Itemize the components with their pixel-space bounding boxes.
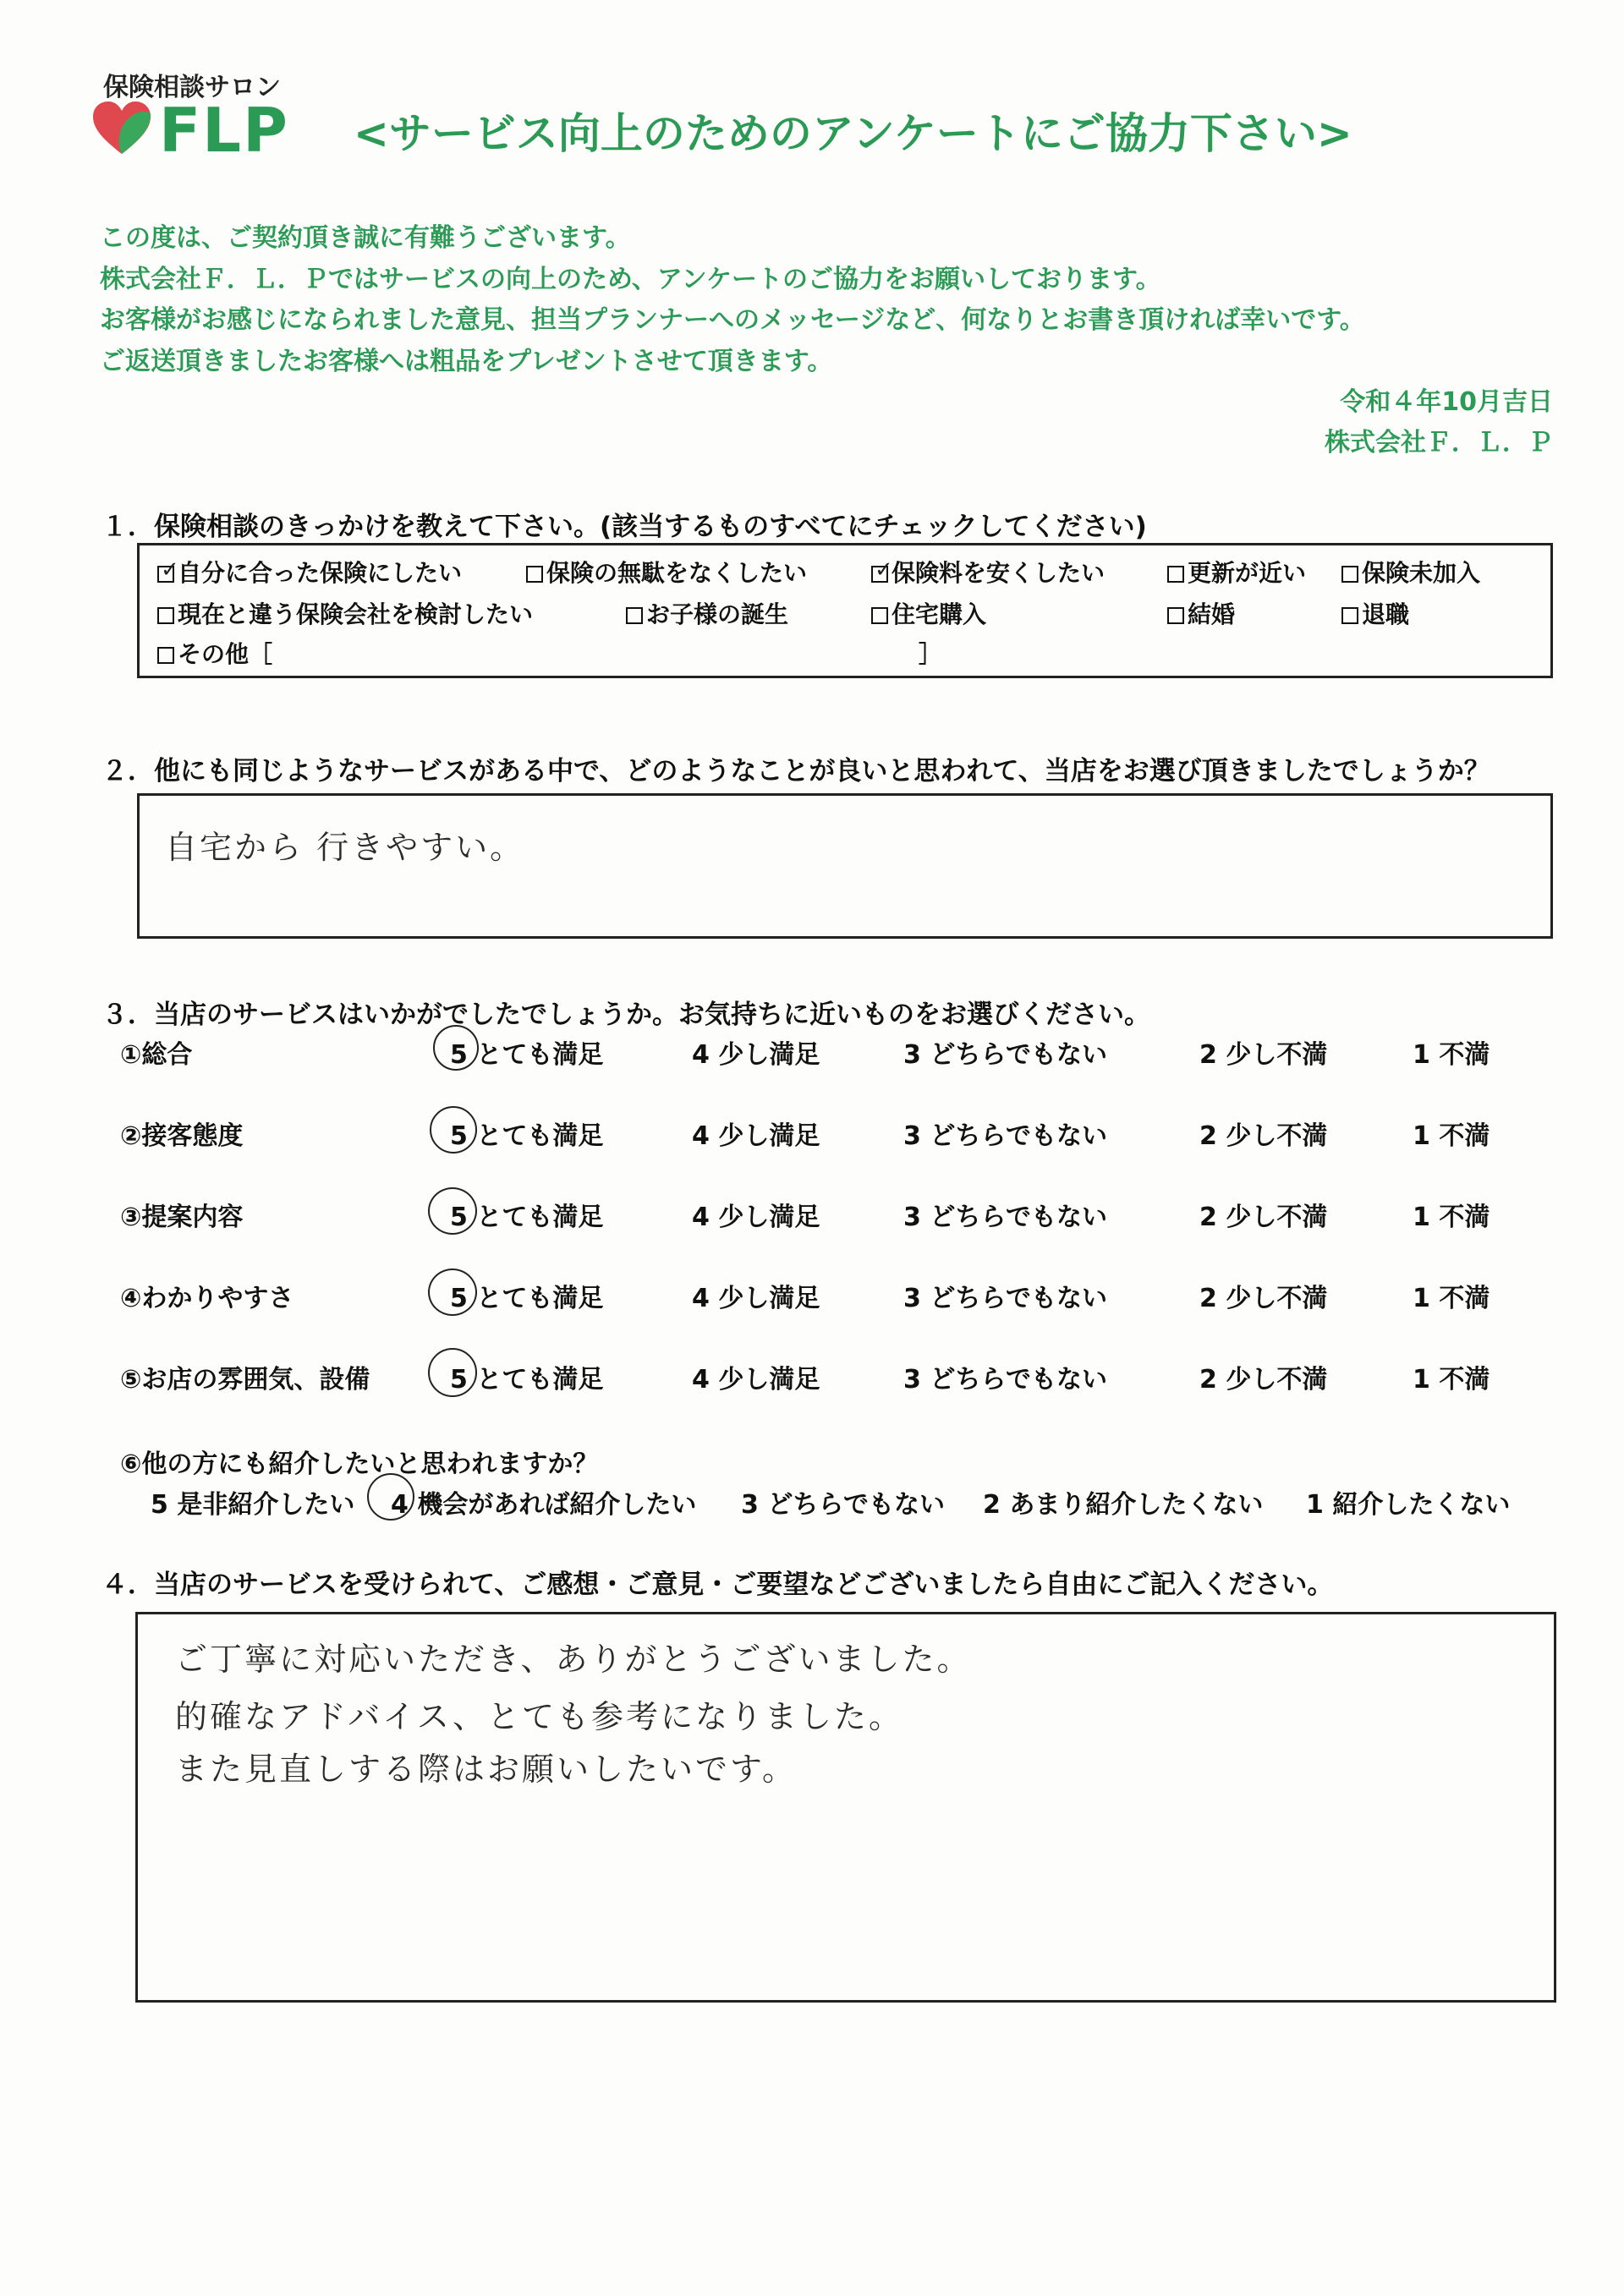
rating-option-4[interactable]: 4 少し満足 [692, 1203, 820, 1232]
rating-option-3[interactable]: 3 どちらでもない [903, 1365, 1108, 1395]
intro-line-3: お客様がお感じになられました意見、担当プランナーへのメッセージなど、何なりとお書き頂ければ幸いです。 [100, 305, 1365, 335]
company-name: 株式会社Ｆ．Ｌ．Ｐ [1325, 428, 1553, 458]
checkbox-icon[interactable] [1341, 607, 1358, 624]
q3-row-label: ⑤お店の雰囲気、設備 [120, 1365, 370, 1395]
check-mark-icon: ✓ [161, 557, 179, 583]
rating-option-1[interactable]: 1 不満 [1413, 1040, 1490, 1070]
rating-option-5[interactable]: 5 とても満足 [450, 1203, 604, 1232]
recommend-option-2[interactable]: 2 あまり紹介したくない [983, 1490, 1264, 1520]
q1-other-close-bracket: ］ [919, 640, 943, 668]
intro-line-2: 株式会社Ｆ．Ｌ．Ｐではサービスの向上のため、アンケートのご協力をお願いしております。 [100, 265, 1161, 294]
checkbox-icon[interactable] [626, 607, 643, 624]
q3-row-label: ④わかりやすさ [120, 1284, 294, 1313]
rating-option-5[interactable]: 5 とても満足 [450, 1121, 604, 1151]
q1-option-child-birth[interactable]: お子様の誕生 [626, 596, 788, 630]
q3-row-label: ③提案内容 [120, 1203, 244, 1232]
q4-handwritten-line-3: また見直しする際はお願いしたいです。 [175, 1751, 797, 1788]
q4-handwritten-line-1: ご丁寧に対応いただき、ありがとうございました。 [175, 1641, 972, 1678]
q1-option-waste[interactable]: 保険の無駄をなくしたい [526, 555, 807, 589]
rating-option-1[interactable]: 1 不満 [1413, 1121, 1490, 1151]
checkbox-icon[interactable] [871, 607, 888, 624]
rating-option-1[interactable]: 1 不満 [1413, 1284, 1490, 1313]
q2-answer-box[interactable] [137, 793, 1553, 939]
logo-subtitle: 保険相談サロン [103, 73, 281, 102]
checkbox-icon[interactable] [157, 647, 174, 664]
q3-row-label: ②接客態度 [120, 1121, 244, 1151]
rating-option-4[interactable]: 4 少し満足 [692, 1121, 820, 1151]
q2-heading: ２．他にも同じようなサービスがある中で、どのようなことが良いと思われて、当店をお選び頂きましたでしょうか？ [102, 756, 1490, 786]
q1-option-marriage[interactable]: 結婚 [1167, 596, 1235, 630]
rating-option-2[interactable]: 2 少し不満 [1199, 1203, 1328, 1232]
rating-option-5[interactable]: 5 とても満足 [450, 1040, 604, 1070]
q2-handwritten-answer: 自宅から 行きやすい。 [165, 829, 525, 866]
intro-line-1: この度は、ご契約頂き誠に有難うございます。 [100, 223, 631, 253]
checkbox-icon[interactable] [1167, 566, 1184, 583]
rating-option-1[interactable]: 1 不満 [1413, 1203, 1490, 1232]
survey-title: <サービス向上のためのアンケートにご協力下さい> [354, 109, 1352, 158]
heart-logo-icon [91, 100, 152, 156]
recommend-option-1[interactable]: 1 紹介したくない [1306, 1490, 1511, 1520]
rating-option-2[interactable]: 2 少し不満 [1199, 1121, 1328, 1151]
rating-option-5[interactable]: 5 とても満足 [450, 1284, 604, 1313]
q1-option-home-purchase[interactable]: 住宅購入 [871, 596, 986, 630]
q1-option-other[interactable]: その他［ [157, 636, 272, 670]
rating-option-5[interactable]: 5 とても満足 [450, 1365, 604, 1395]
rating-option-2[interactable]: 2 少し不満 [1199, 1284, 1328, 1313]
checkbox-icon[interactable] [871, 557, 893, 583]
checkbox-icon[interactable] [157, 607, 174, 624]
rating-option-4[interactable]: 4 少し満足 [692, 1040, 820, 1070]
rating-option-1[interactable]: 1 不満 [1413, 1365, 1490, 1395]
q1-option-other-company[interactable]: 現在と違う保険会社を検討したい [157, 596, 533, 630]
checkbox-icon[interactable] [157, 557, 179, 583]
rating-option-2[interactable]: 2 少し不満 [1199, 1365, 1328, 1395]
q3-row-label: ①総合 [120, 1040, 193, 1070]
check-mark-icon: ✓ [875, 557, 893, 583]
rating-option-3[interactable]: 3 どちらでもない [903, 1040, 1108, 1070]
recommend-option-3[interactable]: 3 どちらでもない [741, 1490, 946, 1520]
q3-heading: ３．当店のサービスはいかがでしたでしょうか。お気持ちに近いものをお選びください。 [102, 1000, 1150, 1030]
checkbox-icon[interactable] [1341, 566, 1358, 583]
q6-label: ⑥他の方にも紹介したいと思われますか？ [120, 1449, 599, 1479]
rating-option-4[interactable]: 4 少し満足 [692, 1284, 820, 1313]
q1-option-retirement[interactable]: 退職 [1341, 596, 1409, 630]
q4-answer-box[interactable] [135, 1612, 1556, 2003]
q1-option-fit[interactable]: ✓ 自分に合った保険にしたい [157, 555, 462, 589]
checkbox-icon[interactable] [526, 566, 543, 583]
rating-option-3[interactable]: 3 どちらでもない [903, 1284, 1108, 1313]
q1-option-renewal[interactable]: 更新が近い [1167, 555, 1306, 589]
rating-option-3[interactable]: 3 どちらでもない [903, 1203, 1108, 1232]
recommend-option-4[interactable]: 4 機会があれば紹介したい [391, 1490, 697, 1520]
recommend-option-5[interactable]: 5 是非紹介したい [151, 1490, 355, 1520]
rating-option-2[interactable]: 2 少し不満 [1199, 1040, 1328, 1070]
rating-option-3[interactable]: 3 どちらでもない [903, 1121, 1108, 1151]
rating-option-4[interactable]: 4 少し満足 [692, 1365, 820, 1395]
logo-text: FLP [159, 95, 289, 166]
issue-date: 令和４年10月吉日 [1340, 387, 1553, 417]
q1-option-uninsured[interactable]: 保険未加入 [1341, 555, 1480, 589]
q1-option-cheaper[interactable]: ✓ 保険料を安くしたい [871, 555, 1105, 589]
q4-heading: ４．当店のサービスを受けられて、ご感想・ご意見・ご要望などございましたら自由にご記入ください。 [102, 1570, 1334, 1600]
checkbox-icon[interactable] [1167, 607, 1184, 624]
q1-heading: １．保険相談のきっかけを教えて下さい。(該当するものすべてにチェックしてください) [102, 512, 1147, 542]
intro-line-4: ご返送頂きましたお客様へは粗品をプレゼントさせて頂きます。 [100, 347, 833, 376]
q4-handwritten-line-2: 的確なアドバイス、とても参考になりました。 [175, 1698, 904, 1735]
